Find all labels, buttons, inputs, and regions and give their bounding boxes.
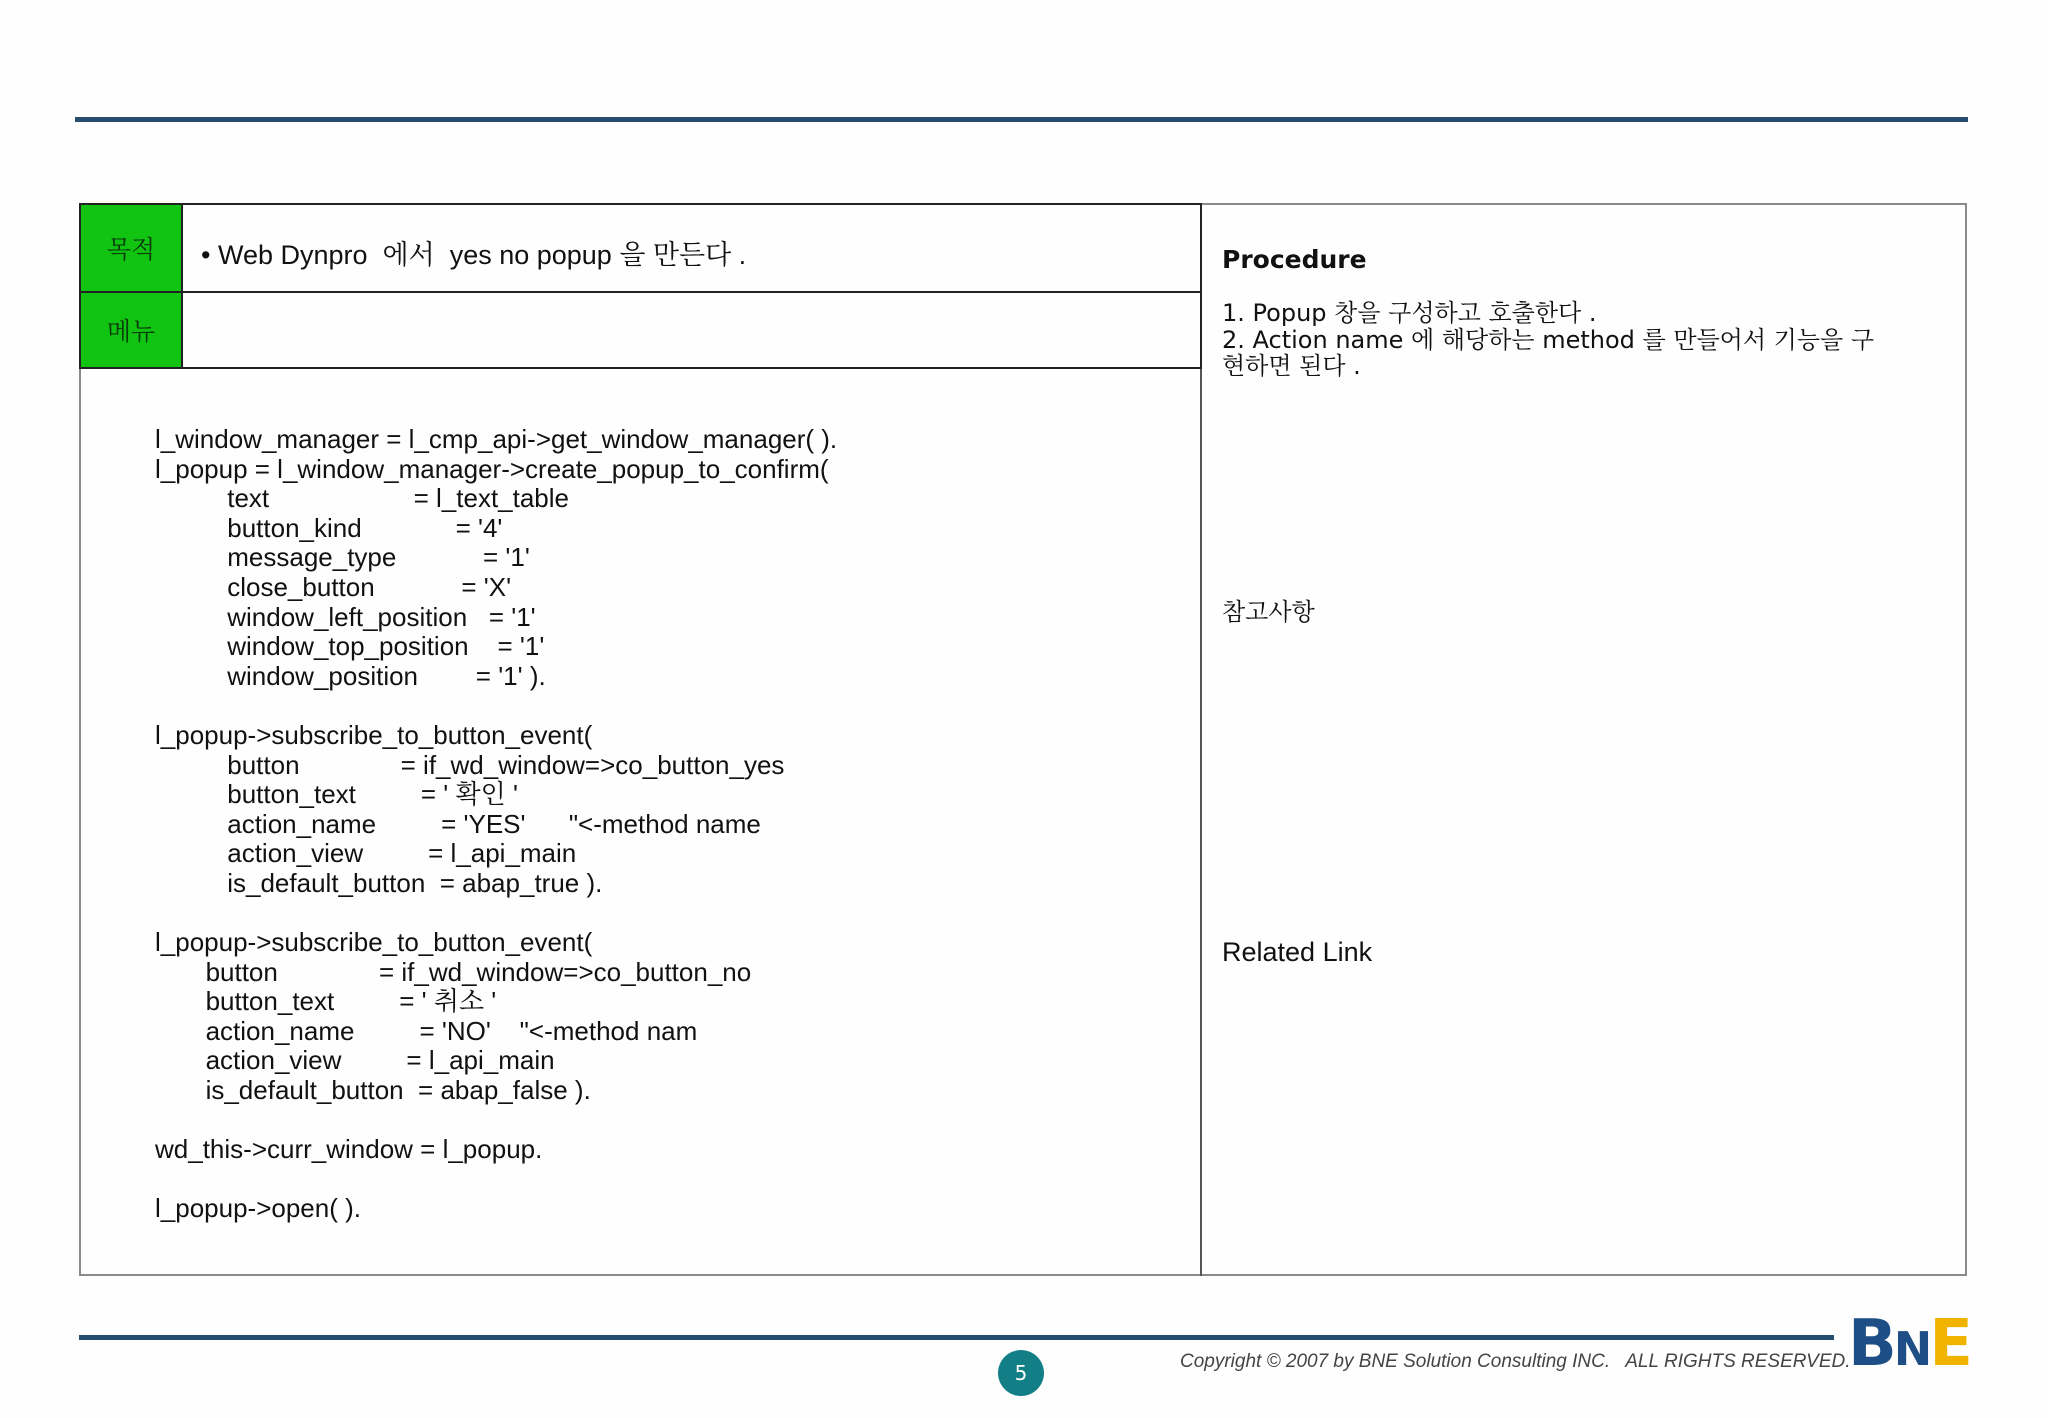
code-line: close_button = 'X' [227, 571, 512, 602]
code-block [155, 425, 837, 1224]
code-line: is_default_button = abap_true ). [227, 867, 603, 898]
menu-cell [181, 291, 1202, 369]
page-number-badge: 5 [998, 1350, 1044, 1396]
bne-logo [1848, 1307, 1998, 1390]
code-line: window_left_position = '1' [227, 601, 536, 632]
code-line: wd_this->curr_window = l_popup. [155, 1134, 543, 1165]
code-line: text = l_text_table [227, 483, 570, 514]
code-line: button_kind = '4' [227, 512, 503, 543]
menu-label: 메뉴 [79, 291, 183, 369]
reference-title: 참고사항 [1222, 598, 1315, 626]
code-line: l_popup->subscribe_to_button_event( [155, 927, 593, 958]
code-line: l_popup->subscribe_to_button_event( [155, 719, 593, 750]
code-line: button_text = ' 취소 ' [205, 986, 497, 1017]
goal-text: • Web Dynpro 에서 yes no popup 을 만든다 . [201, 240, 747, 270]
code-line: action_name = 'NO' "<-method nam [205, 1015, 698, 1046]
code-line: message_type = '1' [227, 542, 530, 573]
procedure-line: 현하면 된다 . [1222, 352, 1361, 380]
code-line: window_top_position = '1' [227, 631, 545, 662]
logo-mark: BNE [1848, 1307, 1970, 1381]
related-link-title: Related Link [1222, 937, 1373, 967]
code-line: l_popup = l_window_manager->create_popup_to_confirm( [155, 453, 829, 484]
procedure-panel [1222, 245, 1942, 380]
procedure-title: Procedure [1222, 245, 1367, 274]
code-line: action_view = l_api_main [227, 838, 577, 869]
copyright-text: Copyright © 2007 by BNE Solution Consulting INC. ALL RIGHTS RESERVED. [1180, 1351, 1851, 1372]
code-line: l_window_manager = l_cmp_api->get_window_manager( ). [155, 424, 838, 454]
procedure-line: 2. Action name 에 해당하는 method 를 만들어서 기능을 구 [1222, 325, 1875, 354]
procedure-line: 1. Popup 창을 구성하고 호출한다 . [1222, 299, 1597, 327]
code-line: button_text = ' 확인 ' [227, 779, 518, 810]
code-line: window_position = '1' ). [227, 660, 546, 691]
code-line: button = if_wd_window=>co_button_no [205, 956, 752, 987]
code-line: action_name = 'YES' "<-method name [227, 808, 761, 839]
code-line: is_default_button = abap_false ). [205, 1075, 591, 1106]
goal-cell [181, 203, 1202, 293]
header-rule [75, 117, 1968, 122]
footer-rule [79, 1335, 1834, 1340]
goal-label: 목적 [79, 203, 183, 293]
code-line: l_popup->open( ). [155, 1193, 361, 1224]
code-line: button = if_wd_window=>co_button_yes [227, 749, 785, 780]
code-line: action_view = l_api_main [205, 1045, 555, 1076]
